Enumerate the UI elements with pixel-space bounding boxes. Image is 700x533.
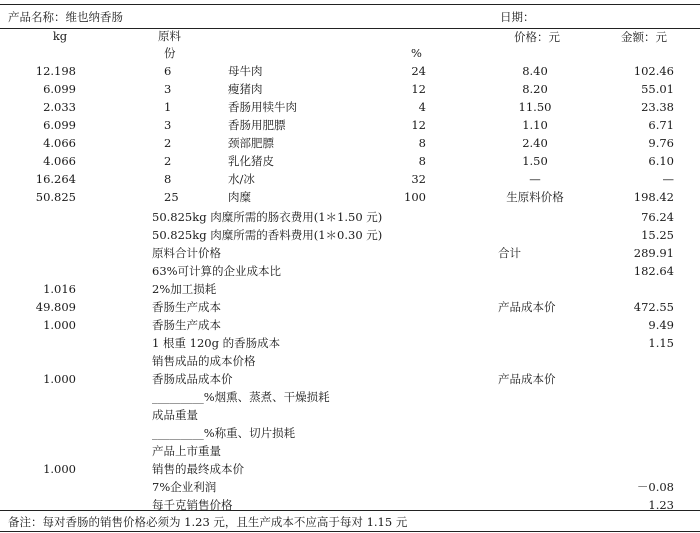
amount-cell: 182.64 <box>633 264 674 278</box>
table-row <box>0 81 700 98</box>
ingredient-name-cell: 水/冰 <box>228 172 255 186</box>
ingredient-name-cell: 肉糜 <box>228 190 251 204</box>
amount-cell: 1.23 <box>648 498 674 512</box>
calc-description: 销售成品的成本价格 <box>152 354 256 368</box>
portion-cell: 25 <box>164 190 179 204</box>
col-header-portion: 份 <box>164 46 176 60</box>
kg-cell: 4.066 <box>43 136 76 150</box>
amount-cell: 23.38 <box>641 100 674 114</box>
calc-description: 1 根重 120g 的香肠成本 <box>152 336 281 350</box>
kg-cell: 6.099 <box>43 118 76 132</box>
col-header-percent: % <box>411 46 422 60</box>
list-item <box>0 263 700 280</box>
percent-cell: 12 <box>411 118 426 132</box>
list-item <box>0 209 700 226</box>
ingredient-name-cell: 香肠用肥膘 <box>228 118 286 132</box>
list-item <box>0 245 700 262</box>
list-item <box>0 281 700 298</box>
calc-description: 50.825kg 肉糜所需的香料费用(1＊0.30 元) <box>152 228 383 242</box>
kg-cell: 2.033 <box>43 100 76 114</box>
list-item <box>0 443 700 460</box>
calc-description: 香肠成品成本价 <box>152 372 233 386</box>
price-cell: 8.40 <box>522 64 548 78</box>
percent-cell: 24 <box>411 64 426 78</box>
amount-cell: 55.01 <box>641 82 674 96</box>
amount-cell: 9.76 <box>648 136 674 150</box>
amount-cell: — <box>662 172 674 186</box>
calc-description: 2%加工损耗 <box>152 282 217 296</box>
calc-label: 产品成本价 <box>498 300 556 314</box>
price-cell: 11.50 <box>518 100 552 114</box>
price-cell: 生原料价格 <box>506 190 564 204</box>
header-rule <box>0 28 700 29</box>
list-item <box>0 425 700 442</box>
portion-cell: 2 <box>164 136 172 150</box>
portion-cell: 2 <box>164 154 172 168</box>
price-cell: — <box>529 172 541 186</box>
amount-cell: 472.55 <box>633 300 674 314</box>
kg-cell: 1.000 <box>43 372 76 386</box>
col-header-kg: kg <box>52 29 68 43</box>
amount-cell: 6.10 <box>648 154 674 168</box>
price-cell: 1.50 <box>522 154 548 168</box>
calc-description: _________%烟熏、蒸煮、干燥损耗 <box>152 390 330 404</box>
kg-cell: 16.264 <box>35 172 76 186</box>
calc-description: 产品上市重量 <box>152 444 221 458</box>
ingredient-name-cell: 颈部肥膘 <box>228 136 274 150</box>
portion-cell: 3 <box>164 118 172 132</box>
amount-cell: －0.08 <box>636 480 674 494</box>
amount-cell: 102.46 <box>633 64 674 78</box>
calc-description: 每千克销售价格 <box>152 498 233 512</box>
table-row <box>0 135 700 152</box>
col-header-raw-material: 原料 <box>158 29 181 43</box>
calc-description: 香肠生产成本 <box>152 318 221 332</box>
kg-cell: 49.809 <box>35 300 76 314</box>
list-item <box>0 497 700 514</box>
calc-description: 7%企业利润 <box>152 480 217 494</box>
table-row <box>0 117 700 134</box>
calc-description: 香肠生产成本 <box>152 300 221 314</box>
portion-cell: 1 <box>164 100 172 114</box>
kg-cell: 1.016 <box>43 282 76 296</box>
percent-cell: 12 <box>411 82 426 96</box>
kg-cell: 4.066 <box>43 154 76 168</box>
bottom-rule <box>0 531 700 532</box>
calc-description: 成品重量 <box>152 408 198 422</box>
calc-label: 产品成本价 <box>498 372 556 386</box>
list-item <box>0 227 700 244</box>
ingredient-name-cell: 母牛肉 <box>228 64 263 78</box>
percent-cell: 8 <box>418 154 426 168</box>
table-row <box>0 171 700 188</box>
footer-rule <box>0 510 700 511</box>
table-row <box>0 99 700 116</box>
amount-cell: 1.15 <box>648 336 674 350</box>
list-item <box>0 353 700 370</box>
product-name-label: 产品名称：维也纳香肠 <box>8 10 123 24</box>
date-label: 日期： <box>500 10 535 24</box>
price-cell: 2.40 <box>522 136 548 150</box>
list-item <box>0 335 700 352</box>
list-item <box>0 407 700 424</box>
calc-description: 50.825kg 肉糜所需的肠衣费用(1＊1.50 元) <box>152 210 383 224</box>
calc-label: 合计 <box>498 246 521 260</box>
calc-description: 63%可计算的企业成本比 <box>152 264 282 278</box>
price-cell: 8.20 <box>522 82 548 96</box>
portion-cell: 6 <box>164 64 172 78</box>
calc-description: 原料合计价格 <box>152 246 221 260</box>
portion-cell: 3 <box>164 82 172 96</box>
kg-cell: 1.000 <box>43 318 76 332</box>
list-item <box>0 389 700 406</box>
list-item <box>0 479 700 496</box>
top-rule <box>0 4 700 5</box>
list-item <box>0 299 700 316</box>
table-row <box>0 63 700 80</box>
col-header-amount: 金额：元 <box>621 30 667 44</box>
table-row <box>0 153 700 170</box>
list-item <box>0 371 700 388</box>
list-item <box>0 461 700 478</box>
table-row <box>0 189 700 206</box>
kg-cell: 6.099 <box>43 82 76 96</box>
calc-description: 销售的最终成本价 <box>152 462 244 476</box>
col-header-price: 价格：元 <box>514 30 560 44</box>
percent-cell: 100 <box>404 190 426 204</box>
amount-cell: 15.25 <box>641 228 674 242</box>
list-item <box>0 317 700 334</box>
amount-cell: 6.71 <box>648 118 674 132</box>
ingredient-name-cell: 香肠用犊牛肉 <box>228 100 297 114</box>
ingredient-name-cell: 瘦猪肉 <box>228 82 263 96</box>
ingredient-name-cell: 乳化猪皮 <box>228 154 274 168</box>
percent-cell: 4 <box>418 100 426 114</box>
kg-cell: 1.000 <box>43 462 76 476</box>
amount-cell: 289.91 <box>633 246 674 260</box>
portion-cell: 8 <box>164 172 172 186</box>
amount-cell: 76.24 <box>641 210 674 224</box>
kg-cell: 12.198 <box>35 64 76 78</box>
percent-cell: 8 <box>418 136 426 150</box>
calc-description: _________%称重、切片损耗 <box>152 426 296 440</box>
percent-cell: 32 <box>411 172 426 186</box>
amount-cell: 9.49 <box>648 318 674 332</box>
amount-cell: 198.42 <box>633 190 674 204</box>
footnote: 备注：每对香肠的销售价格必须为 1.23 元，且生产成本不应高于每对 1.15 元 <box>8 515 408 529</box>
kg-cell: 50.825 <box>35 190 76 204</box>
price-cell: 1.10 <box>522 118 548 132</box>
